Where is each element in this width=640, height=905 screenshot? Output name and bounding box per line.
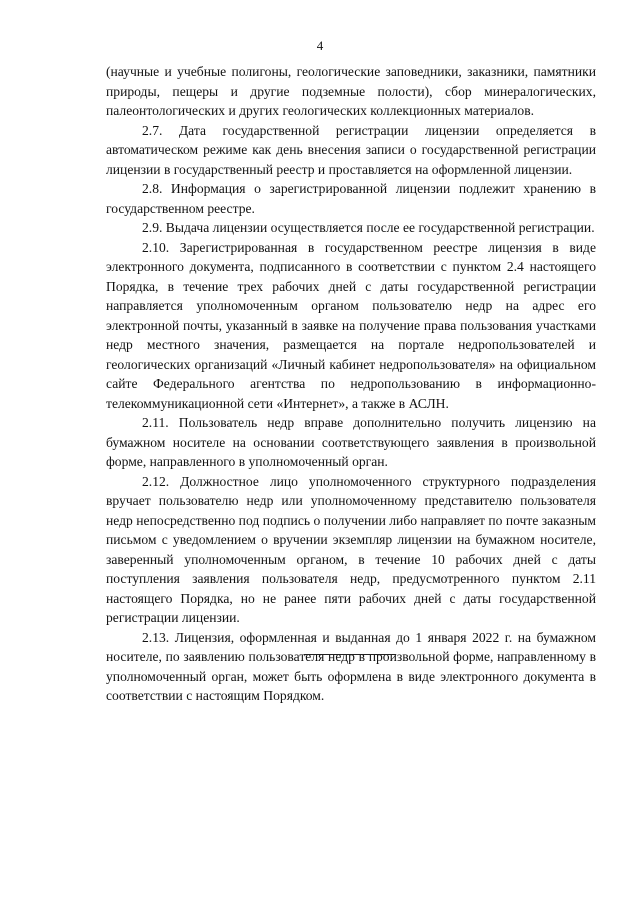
- paragraph-2-10: 2.10. Зарегистрированная в государственном реестре лицензия в виде электронного документа, подписанного в соответствии с пунктом 2.4 настоящего Порядка, в течение трех рабочих дней с даты государственной регистрации направляется уполномоченным органом пользователю недр на адрес его электронной почты, указанный в заявке на получение права пользования участками недр местного значения, размещается на портале недропользователей и геологических организаций «Личный кабинет недропользователя» на официальном сайте Федерального агентства по недропользованию в информационно-телекоммуникационной сети «Интернет», а также в АСЛН.: [106, 239, 596, 411]
- paragraph-2-7: 2.7. Дата государственной регистрации лицензии определяется в автоматическом режиме как день внесения записи о государственной регистрации лицензии в государственный реестр и проставляется на оформленной лицензии.: [106, 122, 596, 177]
- page-number: 4: [316, 38, 324, 53]
- body-text: [106, 62, 596, 706]
- paragraph-2-12: 2.12. Должностное лицо уполномоченного структурного подразделения вручает пользователю недр или уполномоченному представителю пользователя недр непосредственно под подпись о получении либо направляет по почте заказным письмом с уведомлением о вручении экземпляр лицензии на бумажном носителе, заверенный уполномоченным органом, в течение 10 рабочих дней с даты поступления заявления пользователя недр, предусмотренного пунктом 2.11 настоящего Порядка, но не ранее пяти рабочих дней с даты государственной регистрации лицензии.: [106, 473, 596, 625]
- paragraph-continuation: (научные и учебные полигоны, геологические заповедники, заказники, памятники природы, пещеры и другие подземные полости), сбор минералогических, палеонтологических и других геологических коллекционных материалов.: [106, 64, 596, 118]
- paragraph-2-9: 2.9. Выдача лицензии осуществляется после ее государственной регистрации.: [142, 220, 595, 235]
- end-of-document-rule: [304, 654, 396, 655]
- paragraph-2-13: 2.13. Лицензия, оформленная и выданная до 1 января 2022 г. на бумажном носителе, по заявлению пользователя недр в произвольной форме, направленному в уполномоченный орган, может быть оформлена в виде электронного документа в соответствии с настоящим Порядком.: [106, 629, 596, 703]
- paragraph-2-8: 2.8. Информация о зарегистрированной лицензии подлежит хранению в государственном реестре.: [106, 181, 596, 216]
- paragraph-2-11: 2.11. Пользователь недр вправе дополнительно получить лицензию на бумажном носителе на основании соответствующего заявления в произвольной форме, направленного в уполномоченный орган.: [106, 415, 596, 469]
